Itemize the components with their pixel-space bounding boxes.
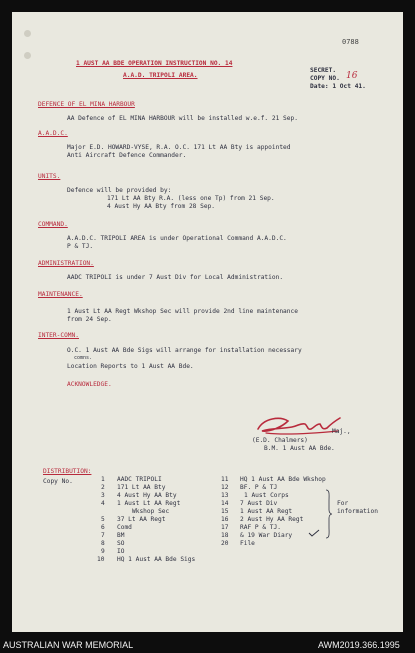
distribution-copy-no: 15 xyxy=(221,508,229,515)
tick-mark-icon xyxy=(308,529,320,537)
distribution-recipient: BF. P & TJ xyxy=(240,484,278,491)
section-text: AA Defence of EL MINA HARBOUR will be installed w.e.f. 21 Sep. xyxy=(67,115,298,122)
distribution-recipient: 171 Lt AA Bty xyxy=(117,484,166,491)
section-text: AADC TRIPOLI is under 7 Aust Div for Local Administration. xyxy=(67,274,284,281)
section-text: 171 Lt AA Bty R.A. (less one Tp) from 21 Sep. xyxy=(107,195,275,202)
section-heading: MAINTENANCE. xyxy=(38,291,83,298)
archive-credit: AUSTRALIAN WAR MEMORIAL xyxy=(3,640,134,650)
section-text: 4 Aust Hy AA Bty from 28 Sep. xyxy=(107,203,216,210)
section-heading: DEFENCE OF EL MINA HARBOUR xyxy=(38,101,135,108)
distribution-recipient: 4 Aust Hy AA Bty xyxy=(117,492,177,499)
distribution-copy-no: 20 xyxy=(221,540,229,547)
archive-number: 0788 xyxy=(342,38,359,46)
distribution-copy-no: 1 xyxy=(101,476,105,483)
distribution-recipient: RAF P & TJ. xyxy=(240,524,281,531)
distribution-copy-no: 2 xyxy=(101,484,105,491)
section-heading: COMMAND. xyxy=(38,221,68,228)
distribution-copy-no: 10 xyxy=(97,556,105,563)
section-text: 1 Aust Lt AA Regt Wkshop Sec will provide 2nd line maintenance xyxy=(67,308,298,315)
copy-no-label: Copy No. xyxy=(43,478,73,485)
signature-rank: Maj., xyxy=(332,428,351,435)
right-brace xyxy=(325,489,333,539)
section-heading: A.A.D.C. xyxy=(38,130,68,137)
section-text: A.A.D.C. TRIPOLI AREA is under Operational Command A.A.D.C. xyxy=(67,235,287,242)
distribution-copy-no: 9 xyxy=(101,548,105,555)
section-text: P & TJ. xyxy=(67,243,94,250)
punch-hole xyxy=(24,30,31,37)
section-text: Location Reports to 1 Aust AA Bde. xyxy=(67,363,194,370)
distribution-recipient: BM xyxy=(117,532,125,539)
distribution-recipient: Wkshop Sec xyxy=(132,508,170,515)
document-title: 1 AUST AA BDE OPERATION INSTRUCTION NO. 14 xyxy=(76,60,233,67)
document-date: Date: 1 Oct 41. xyxy=(310,83,366,90)
distribution-recipient: 1 Aust AA Regt xyxy=(240,508,293,515)
distribution-copy-no: 7 xyxy=(101,532,105,539)
distribution-copy-no: 18 xyxy=(221,532,229,539)
section-text: Major E.D. HOWARD-VYSE, R.A. O.C. 171 Lt AA Bty is appointed xyxy=(67,144,291,151)
distribution-recipient: 1 Aust Lt AA Regt xyxy=(117,500,181,507)
distribution-recipient: Comd xyxy=(117,524,132,531)
distribution-recipient: 37 Lt AA Regt xyxy=(117,516,166,523)
distribution-copy-no: 17 xyxy=(221,524,229,531)
document-page xyxy=(12,12,403,632)
signature-appointment: B.M. 1 Aust AA Bde. xyxy=(264,445,335,452)
section-heading: INTER-COMN. xyxy=(38,332,79,339)
distribution-copy-no: 4 xyxy=(101,500,105,507)
section-text: comns. xyxy=(74,355,93,361)
distribution-recipient: HQ 1 Aust AA Bde Wkshop xyxy=(240,476,326,483)
distribution-copy-no: 11 xyxy=(221,476,229,483)
distribution-recipient: IO xyxy=(117,548,125,555)
distribution-copy-no: 12 xyxy=(221,484,229,491)
acknowledge-label: ACKNOWLEDGE. xyxy=(67,381,112,388)
signature-name: (E.D. Chalmers) xyxy=(252,437,308,444)
distribution-note: information xyxy=(337,508,378,515)
section-text: O.C. 1 Aust AA Bde Sigs will arrange for installation necessary xyxy=(67,347,302,354)
copy-label: COPY NO. xyxy=(310,75,340,82)
distribution-copy-no: 14 xyxy=(221,500,229,507)
section-text: from 24 Sep. xyxy=(67,316,112,323)
distribution-recipient: HQ 1 Aust AA Bde Sigs xyxy=(117,556,196,563)
distribution-copy-no: 5 xyxy=(101,516,105,523)
distribution-recipient: 7 Aust Div xyxy=(240,500,278,507)
section-text: Anti Aircraft Defence Commander. xyxy=(67,152,187,159)
distribution-recipient: & 19 War Diary xyxy=(240,532,293,539)
document-subtitle: A.A.D. TRIPOLI AREA. xyxy=(123,72,198,79)
punch-hole xyxy=(24,52,31,59)
distribution-copy-no: 3 xyxy=(101,492,105,499)
secret-marking: SECRET. xyxy=(310,67,337,74)
section-text: Defence will be provided by: xyxy=(67,187,172,194)
distribution-recipient: AADC TRIPOLI xyxy=(117,476,162,483)
section-heading: ADMINISTRATION. xyxy=(38,260,94,267)
distribution-recipient: 1 Aust Corps xyxy=(244,492,289,499)
distribution-recipient: 2 Aust Hy AA Regt xyxy=(240,516,304,523)
archive-reference: AWM2019.366.1995 xyxy=(318,640,400,650)
distribution-note: For xyxy=(337,500,349,507)
distribution-copy-no: 6 xyxy=(101,524,105,531)
distribution-recipient: SO xyxy=(117,540,125,547)
distribution-recipient: File xyxy=(240,540,255,547)
distribution-heading: DISTRIBUTION: xyxy=(43,468,92,475)
copy-number: 16 xyxy=(346,71,358,81)
section-heading: UNITS. xyxy=(38,173,61,180)
distribution-copy-no: 8 xyxy=(101,540,105,547)
distribution-copy-no: 16 xyxy=(221,516,229,523)
distribution-copy-no: 13 xyxy=(221,492,229,499)
